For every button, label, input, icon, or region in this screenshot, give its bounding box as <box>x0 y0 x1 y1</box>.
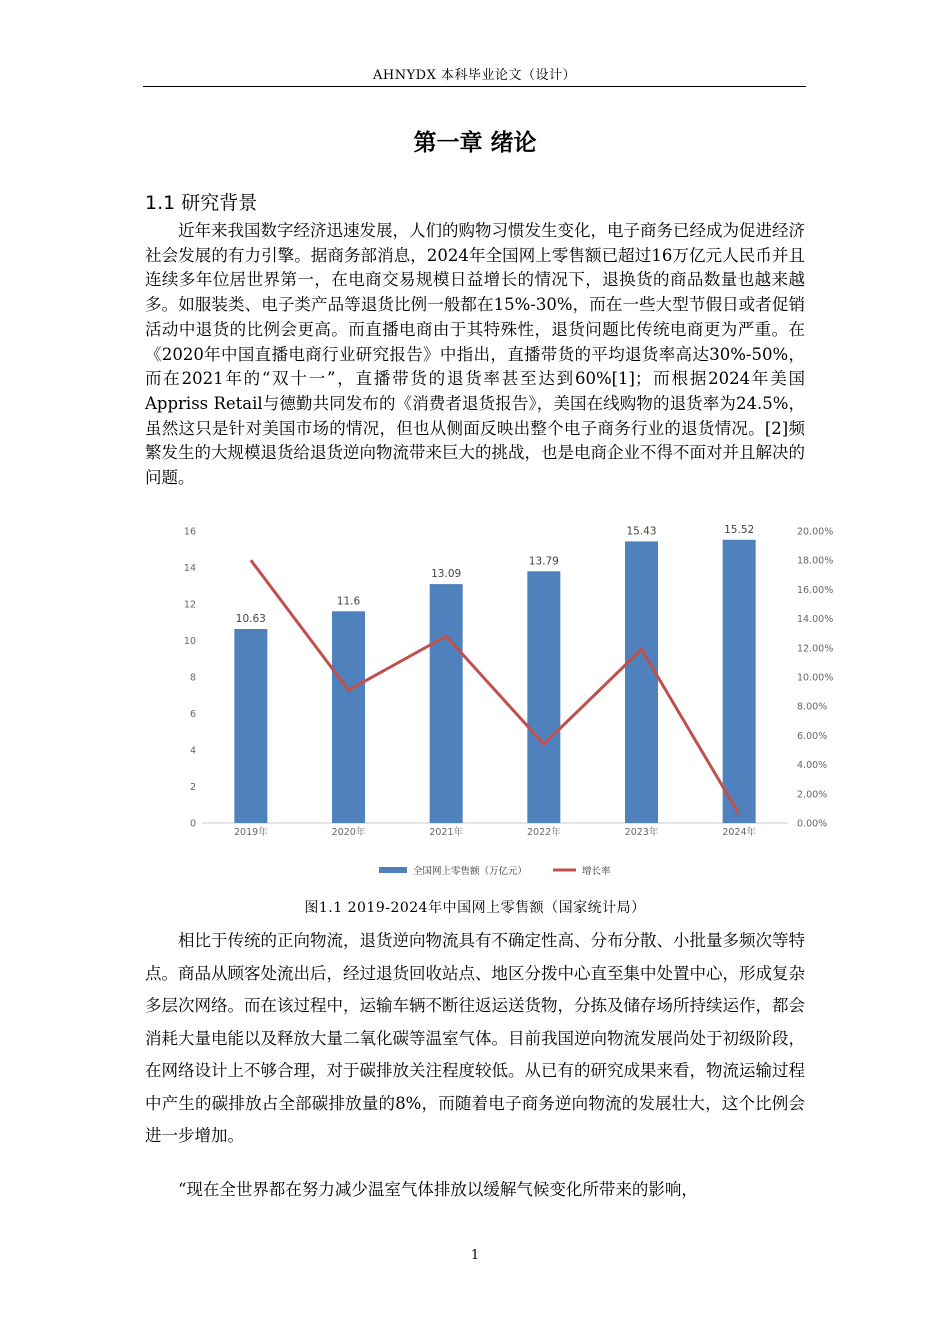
section-heading: 1.1 研究背景 <box>145 192 258 214</box>
retail-sales-chart <box>170 516 850 886</box>
x-tick-label: 2020年 <box>331 827 366 838</box>
y-tick-label: 4 <box>189 745 196 757</box>
bar-data-labels <box>236 524 754 625</box>
y-tick-label: 14 <box>183 563 196 574</box>
y2-tick-label: 12.00% <box>797 643 834 655</box>
y2-tick-label: 2.00% <box>797 789 828 801</box>
chart-legend <box>379 865 611 877</box>
x-axis-ticks <box>234 826 757 838</box>
bar <box>234 629 267 823</box>
y-tick-label: 10 <box>183 636 196 647</box>
y2-tick-label: 4.00% <box>797 760 828 772</box>
body-paragraph-1: 近年来我国数字经济迅速发展，人们的购物习惯发生变化，电子商务已经成为促进经济社会发展的有力引擎。据商务部消息，2024年全国网上零售额已超过16万亿元人民币并且连续多年位居世界第一，在电商交易规模日益增长的情况下，退换货的商品数量也越来越多。如服装类、电子类产品等退货比例一般都在15%-30%，而在一些大型节假日或者促销活动中退货的比例会更高。而直播电商由于其特殊性，退货问题比传统电商更为严重。在《2020年中国直播电商行业研究报告》中指出，直播带货的平均退货率高达30%-50%，而在2021年的“双十一”，直播带货的退货率甚至达到60%[1]；而根据2024年美国Appriss Retail与德勤共同发布的《消费者退货报告》，美国在线购物的退货率为24.5%，虽然这只是针对美国市场的情况，但也从侧面反映出整个电子商务行业的退货情况。[2]频繁发生的大规模退货给退货逆向物流带来巨大的挑战，也是电商企业不得不面对并且解决的问题。 <box>145 221 805 488</box>
figure-caption: 图1.1 2019-2024年中国网上零售额（国家统计局） <box>304 900 646 916</box>
running-header: AHNYDX 本科毕业论文（设计） <box>373 68 576 83</box>
bar-data-label: 13.79 <box>528 555 559 568</box>
legend-swatch-sales <box>379 867 407 873</box>
y2-tick-label: 14.00% <box>797 614 834 626</box>
y-tick-label: 6 <box>189 709 196 720</box>
y2-tick-label: 18.00% <box>797 555 834 567</box>
chapter-title: 第一章 绪论 <box>413 130 537 156</box>
x-tick-label: 2023年 <box>624 827 659 838</box>
y-tick-label: 0 <box>189 818 196 830</box>
y-axis-left-ticks <box>184 527 196 830</box>
bar-data-label: 15.43 <box>626 525 657 538</box>
bar-data-label: 13.09 <box>431 568 462 581</box>
y-tick-label: 8 <box>189 672 196 684</box>
growth-rate-line <box>251 560 739 814</box>
y-axis-right-ticks <box>797 527 833 830</box>
x-tick-label: 2019年 <box>233 827 268 838</box>
bar-series <box>234 540 755 823</box>
page-number: 1 <box>470 1248 480 1263</box>
bar-data-label: 15.52 <box>724 523 755 536</box>
y-tick-label: 12 <box>183 599 196 611</box>
bar <box>527 571 560 823</box>
bar <box>332 611 365 823</box>
bar <box>723 540 756 823</box>
y2-tick-label: 6.00% <box>797 730 828 742</box>
x-tick-label: 2021年 <box>429 827 464 838</box>
body-paragraph-3: “现在全世界都在努力减少温室气体排放以缓解气候变化所带来的影响， <box>178 1180 698 1199</box>
y2-tick-label: 20.00% <box>797 526 834 538</box>
x-tick-label: 2024年 <box>722 827 757 838</box>
y2-tick-label: 0.00% <box>797 818 828 830</box>
bar <box>625 541 658 823</box>
bar-data-label: 11.6 <box>336 595 361 608</box>
y2-tick-label: 10.00% <box>797 672 834 684</box>
x-tick-label: 2022年 <box>526 827 561 838</box>
line-series <box>251 560 739 814</box>
y-tick-label: 2 <box>189 782 196 793</box>
body-paragraph-2: 相比于传统的正向物流，退货逆向物流具有不确定性高、分布分散、小批量多频次等特点。商品从顾客处流出后，经过退货回收站点、地区分拨中心直至集中处置中心，形成复杂多层次网络。而在该过程中，运输车辆不断往返运送货物，分拣及储存场所持续运作，都会消耗大量电能以及释放大量二氧化碳等温室气体。目前我国逆向物流发展尚处于初级阶段，在网络设计上不够合理，对于碳排放关注程度较低。从已有的研究成果来看，物流运输过程中产生的碳排放占全部碳排放量的8%，而随着电子商务逆向物流的发展壮大，这个比例会进一步增加。 <box>145 931 805 1145</box>
y2-tick-label: 16.00% <box>797 584 834 596</box>
y2-tick-label: 8.00% <box>797 701 828 713</box>
legend-label-sales: 全国网上零售额（万亿元） <box>413 866 528 877</box>
header-rule <box>143 86 806 87</box>
legend-label-growth: 增长率 <box>582 866 611 877</box>
y-tick-label: 16 <box>183 526 196 538</box>
bar <box>430 584 463 823</box>
bar-data-label: 10.63 <box>235 613 266 626</box>
